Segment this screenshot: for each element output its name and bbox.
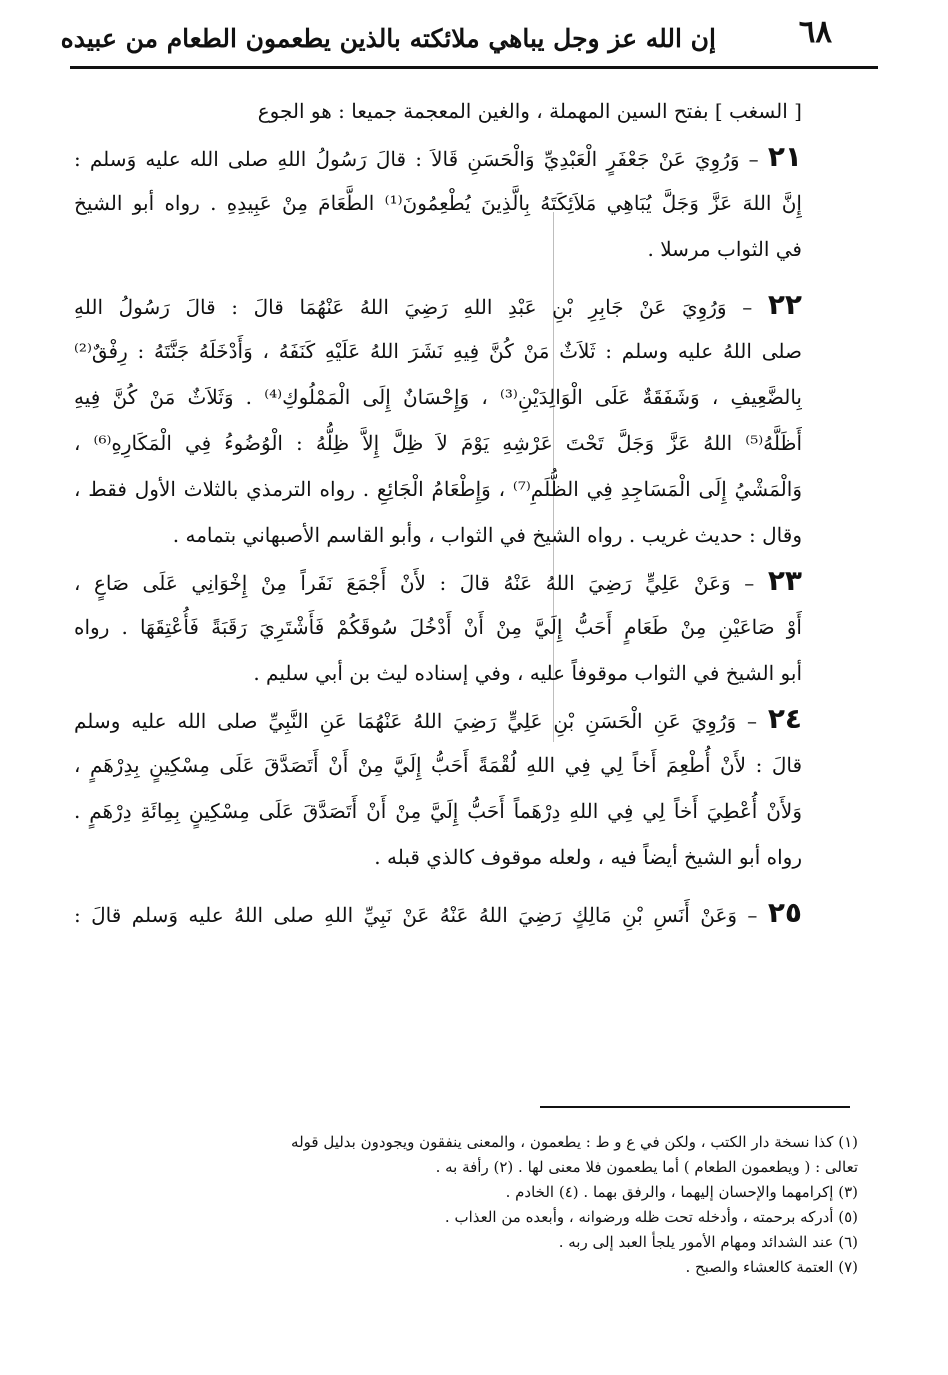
text-span: – وَعَنْ أَنَسِ بْنِ مَالِكٍ رَضِيَ اللهُ عَنْهُ عَنْ نَبِيِّ اللهِ صلى اللهُ عليه وَسلم قالَ :	[74, 903, 758, 927]
header-rule	[70, 66, 878, 69]
hadith-number: ٢٥	[767, 896, 802, 929]
footnote: (١) كذا نسخة دار الكتب ، ولكن في ع و ط : يطعمون ، والمعنى ينفقون ويجودون بدليل قوله	[291, 1133, 858, 1151]
footnote: (٣) إكرامهما والإحسان إليهما ، والرفق بهما . (٤) الخادم .	[505, 1183, 858, 1201]
text-line: أَظَلَّهُ⁽⁵⁾ اللهُ عَزَّ وَجَلَّ تَحْتَ عَرْشِهِ يَوْمَ لاَ ظِلَّ إِلاَّ ظِلُّهُ : الْوُضُوءُ فِي الْمَكَارِهِ⁽⁶⁾ ،	[74, 431, 802, 455]
text-line: [ السغب ] بفتح السين المهملة ، والغين المعجمة جميعا : هو الجوع	[257, 99, 802, 123]
hadith-23-line	[74, 558, 802, 604]
page-number: ٦٨	[798, 14, 832, 50]
text-line: بِالضَّعِيفِ ، وَشَفَقَةٌ عَلَى الْوَالِدَيْنِ⁽³⁾ ، وَإِحْسَانٌ إِلَى الْمَمْلُوكِ⁽⁴⁾ . وَثَلاَثٌ مَنْ كُنَّ فِيهِ	[74, 385, 802, 409]
text-line: وَالْمَشْيُ إِلَى الْمَسَاجِدِ فِي الظُّلَمِ⁽⁷⁾ ، وَإِطْعَامُ الْجَائِعِ . رواه الترمذي بالثلاث الأول فقط ،	[74, 477, 802, 501]
paragraph-gap	[74, 272, 802, 282]
footnote: (٥) أدركه برحمته ، وأدخله تحت ظله ورضوانه ، وأبعده من العذاب .	[444, 1208, 858, 1226]
footnote: تعالى : ( ويطعمون الطعام ) أما يطعمون فلا معنى لها . (٢) رأفة به .	[435, 1158, 858, 1176]
text-line: إِنَّ اللهَ عَزَّ وَجَلَّ يُبَاهِي مَلاَئِكَتَهُ بِالَّذِينَ يُطْعِمُونَ⁽¹⁾ الطَّعَامَ مِنْ عَبِيدِهِ . رواه أبو الشيخ	[74, 191, 802, 215]
footnote: (٧) العتمة كالعشاء والصبح .	[685, 1258, 858, 1276]
footnote-rule	[540, 1106, 850, 1108]
footnote: (٦) عند الشدائد ومهام الأمور يلجأ العبد إلى ربه .	[558, 1233, 858, 1251]
text-line: أبو الشيخ في الثواب موقوفاً عليه ، وفي إسناده ليث بن أبي سليم .	[253, 661, 802, 685]
hadith-number: ٢٢	[767, 288, 802, 321]
hadith-21-line	[74, 134, 802, 180]
text-line: صلى اللهُ عليه وسلم : ثَلاَثٌ مَنْ كُنَّ فِيهِ نَشَرَ اللهُ عَلَيْهِ كَنَفَهُ ، وَأَدْخَلَهُ جَنَّتَهُ : رِفْقٌ⁽²⁾	[74, 339, 802, 363]
text-span: – وَرُوِيَ عَنِ الْحَسَنِ بْنِ عَلِيٍّ رَضِيَ اللهُ عَنْهُمَا عَنِ النَّبِيِّ صلى الله عليه وسلم	[74, 709, 757, 733]
text-line: وَلأَنْ أُعْطِيَ أَخاً لِي فِي اللهِ دِرْهَماً أَحَبُّ إِلَيَّ مِنْ أَنْ أَتَصَدَّقَ عَلَى مِسْكِينٍ بِمِائَةِ دِرْهَمٍ .	[74, 799, 802, 823]
text-line: في الثواب مرسلا .	[647, 237, 802, 261]
text-line: رواه أبو الشيخ أيضاً فيه ، ولعله موقوف كالذي قبله .	[374, 845, 802, 869]
text-span: – وَرُوِيَ عَنْ جَعْفَرٍ الْعَبْدِيِّ وَالْحَسَنِ قَالاَ : قالَ رَسُولُ اللهِ صلى الله عليه وَسلم :	[74, 147, 759, 171]
hadith-24-line	[74, 696, 802, 742]
hadith-number: ٢٣	[767, 564, 802, 597]
hadith-number: ٢١	[767, 140, 802, 173]
text-line: قالَ : لأَنْ أُطْعِمَ أَخاً لِي فِي اللهِ لُقْمَةً أَحَبُّ إِلَيَّ مِنْ أَنْ أَتَصَدَّقَ عَلَى مِسْكِينٍ بِدِرْهَمٍ ،	[74, 753, 802, 777]
text-span: – وَعَنْ عَلِيٍّ رَضِيَ اللهُ عَنْهُ قالَ : لأَنْ أَجْمَعَ نَفَراً مِنْ إِخْوَانِي عَلَى صَاعٍ ،	[74, 571, 755, 595]
hadith-25-line	[74, 890, 802, 936]
text-line: أَوْ صَاعَيْنِ مِنْ طَعَامٍ أَحَبُّ إِلَيَّ مِنْ أَنْ أَدْخُلَ سُوقَكُمْ فَأَشْتَرِيَ رَقَبَةً فَأُعْتِقَهَا . رواه	[74, 615, 802, 639]
footnotes	[64, 1130, 858, 1280]
page-header	[60, 10, 832, 60]
hadith-22-line	[74, 282, 802, 328]
text-line: وقال : حديث غريب . رواه الشيخ في الثواب ، وأبو القاسم الأصبهاني بتمامه .	[172, 523, 802, 547]
paragraph-gap	[74, 880, 802, 890]
running-title: إن الله عز وجل يباهي ملائكته بالذين يطعمون الطعام من عبيده	[60, 24, 716, 53]
hadith-number: ٢٤	[767, 702, 802, 735]
main-text	[74, 88, 802, 936]
text-span: – وَرُوِيَ عَنْ جَابِرِ بْنِ عَبْدِ اللهِ رَضِيَ اللهُ عَنْهُمَا قالَ : قالَ رَسُولُ اللهِ	[74, 295, 753, 319]
